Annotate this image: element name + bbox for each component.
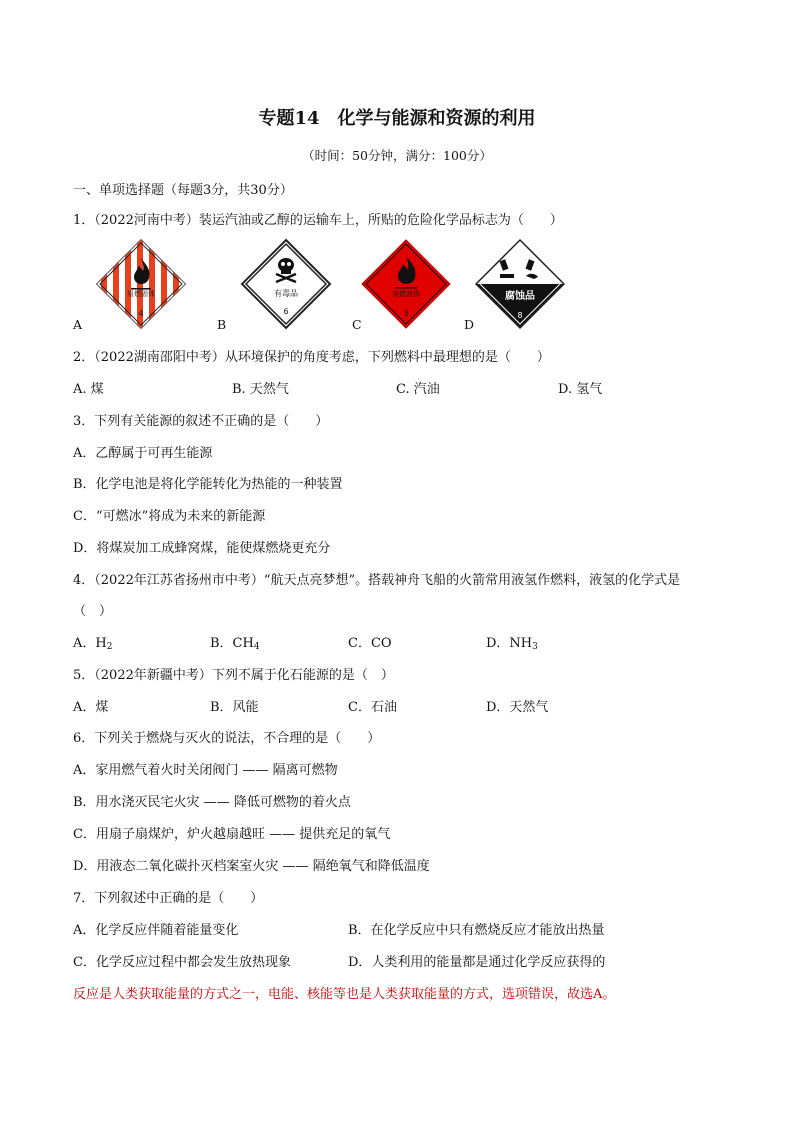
sign-d-text: 腐蚀品: [505, 291, 535, 302]
q7-option-c: C．化学反应过程中都会发生放热现象: [73, 955, 291, 970]
q7-option-d: D．人类利用的能量都是通过化学反应获得的: [348, 955, 606, 970]
sign-a-num: 4: [138, 309, 144, 318]
sign-a-label: A: [73, 317, 83, 332]
answer-note: 反应是人类获取能量的方式之一，电能、核能等也是人类获取能量的方式，选项错误，故选A。: [73, 987, 616, 1002]
sign-c-num: 3: [403, 309, 409, 318]
sign-b-text: 有毒品: [274, 289, 298, 298]
sign-c-text: 易燃液体: [392, 290, 420, 298]
q4-stem: 4．（2022年江苏省扬州市中考）“航天点亮梦想”。搭载神舟飞船的火箭常用液氢作燃料，液氢的化学式是: [73, 573, 681, 588]
q3-option-c: C．“可燃冰”将成为未来的新能源: [73, 509, 266, 524]
hazard-sign-flammable-liquid: [360, 238, 452, 330]
hazard-sign-toxic: [240, 238, 332, 330]
q3-option-a: A．乙醇属于可再生能源: [73, 446, 213, 461]
q1-stem: 1．（2022河南中考）装运汽油或乙醇的运输车上，所贴的危险化学品标志为（ ）: [73, 213, 563, 228]
q4-stem-bracket: （ ）: [73, 604, 113, 619]
q6-option-b: B．用水浇灭民宅火灾 —— 降低可燃物的着火点: [73, 795, 351, 810]
q6-option-c: C．用扇子扇煤炉，炉火越扇越旺 —— 提供充足的氧气: [73, 827, 391, 842]
q4-option-b: B．$CH_4$: [210, 636, 260, 652]
q5-option-b: B．风能: [210, 700, 259, 715]
q6-stem: 6．下列关于燃烧与灭火的说法，不合理的是（ ）: [73, 731, 381, 746]
q4-option-d: D．$NH_3$: [486, 636, 538, 652]
q3-option-d: D．将煤炭加工成蜂窝煤，能使煤燃烧更充分: [73, 541, 331, 556]
sign-c-label: C: [352, 317, 362, 332]
q6-option-d: D．用液态二氧化碳扑灭档案室火灾 —— 隔绝氧气和降低温度: [73, 859, 430, 874]
section-heading: 一、单项选择题（每题3分，共30分）: [73, 183, 293, 198]
page-subtitle: （时间：50分钟，满分：100分）: [302, 148, 492, 163]
sign-b-num: 6: [283, 307, 289, 316]
sign-a-text: 易燃固体: [127, 290, 155, 298]
hazard-sign-flammable-solid: [95, 238, 187, 330]
q2-option-c: C. 汽油: [396, 382, 440, 397]
q5-option-a: A．煤: [73, 700, 109, 715]
q3-option-b: B．化学电池是将化学能转化为热能的一种装置: [73, 477, 343, 492]
q4-option-a: A．$H_2$: [73, 636, 113, 652]
q7-stem: 7．下列叙述中正确的是（ ）: [73, 891, 264, 906]
q4-option-c: C．CO: [348, 636, 392, 651]
q6-option-a: A．家用燃气着火时关闭阀门 —— 隔离可燃物: [73, 763, 338, 778]
q5-stem: 5．（2022年新疆中考）下列不属于化石能源的是（ ）: [73, 668, 394, 683]
sign-d-label: D: [464, 317, 475, 332]
q5-option-c: C．石油: [348, 700, 397, 715]
page-title: 专题14 化学与能源和资源的利用: [258, 108, 536, 129]
q2-option-d: D. 氢气: [558, 382, 603, 397]
q2-stem: 2．（2022湖南邵阳中考）从环境保护的角度考虑，下列燃料中最理想的是（ ）: [73, 350, 550, 365]
q7-option-a: A．化学反应伴随着能量变化: [73, 923, 239, 938]
sign-d-num: 8: [517, 311, 523, 320]
q3-stem: 3．下列有关能源的叙述不正确的是（ ）: [73, 414, 329, 429]
sign-b-label: B: [217, 317, 227, 332]
q7-option-b: B．在化学反应中只有燃烧反应才能放出热量: [348, 923, 605, 938]
q2-option-b: B. 天然气: [232, 382, 289, 397]
hazard-sign-corrosive: [474, 238, 566, 330]
q2-option-a: A. 煤: [73, 382, 104, 397]
q5-option-d: D．天然气: [486, 700, 549, 715]
